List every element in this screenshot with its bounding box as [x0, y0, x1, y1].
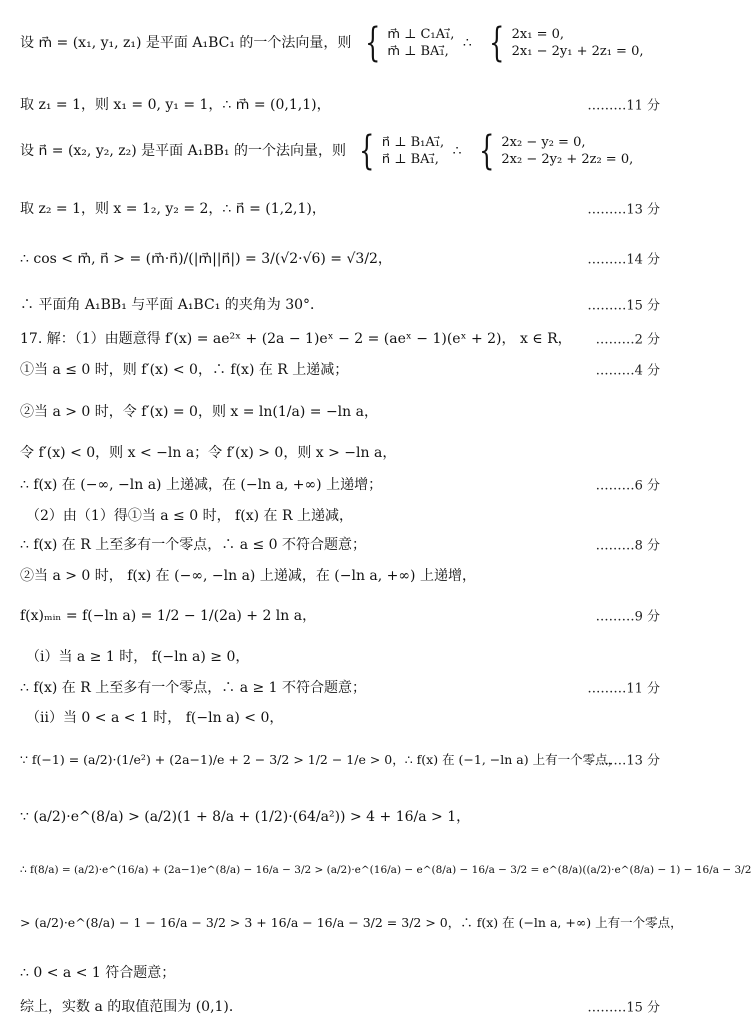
- line-text: > (a/2)·e^(8/a) − 1 − 16/a − 3/2 > 3 + 16/a − 16/a − 3/2 = 3/2 > 0，∴ f(x) 在 (−ln a, +∞) 上有一个零点，: [20, 915, 683, 930]
- line-text: （ⅰ）当 a ≥ 1 时， f(−ln a) ≥ 0，: [26, 649, 250, 665]
- line-text: 综上，实数 a 的取值范围为 (0,1)．: [20, 999, 243, 1015]
- solution-line: [20, 598, 660, 632]
- system-row: 2x₁ = 0,: [511, 27, 565, 42]
- line-text: （2）由（1）得①当 a ≤ 0 时， f(x) 在 R 上递减，: [26, 508, 353, 524]
- line-text: ∴ cos < m⃗, n⃗ > = (m⃗·n⃗)/(|m⃗||n⃗|) = 3/(√2·√6) = √3/2，: [20, 251, 392, 267]
- line-text: ②当 a > 0 时， f(x) 在 (−∞, −ln a) 上递减，在 (−ln a, +∞) 上递增，: [20, 568, 476, 584]
- line-text: ∴ 0 < a < 1 符合题意；: [20, 965, 176, 981]
- solution-line: [20, 994, 660, 1018]
- equation-system: { n⃗ ⊥ B₁A₁⃗, n⃗ ⊥ BA₁⃗,: [359, 128, 445, 174]
- solution-line: [20, 196, 660, 220]
- system-row: n⃗ ⊥ B₁A₁⃗,: [381, 135, 445, 150]
- solution-line: [20, 852, 751, 888]
- line-text: 取 z₁ = 1，则 x₁ = 0, y₁ = 1，∴ m⃗ = (0,1,1)，: [20, 97, 331, 113]
- line-text: ∴ f(x) 在 (−∞, −ln a) 上递减，在 (−ln a, +∞) 上递增；: [20, 477, 383, 493]
- line-text: （ⅱ）当 0 < a < 1 时， f(−ln a) < 0，: [26, 710, 284, 726]
- solution-line: [20, 357, 660, 381]
- solution-line: [20, 240, 660, 276]
- solution-line: [20, 644, 660, 668]
- score-marker: ………14 分: [587, 252, 660, 268]
- score-marker: ………15 分: [587, 298, 660, 314]
- system-row: 2x₂ − y₂ = 0,: [501, 135, 586, 150]
- solution-line: [20, 798, 660, 834]
- line-text: f(x)ₘᵢₙ = f(−ln a) = 1/2 − 1/(2a) + 2 ln a，: [20, 608, 317, 624]
- line-text: 设 n⃗ = (x₂, y₂, z₂) 是平面 A₁BB₁ 的一个法向量，则: [20, 143, 346, 159]
- score-marker: ………4 分: [595, 363, 660, 379]
- system-row: 2x₁ − 2y₁ + 2z₁ = 0,: [511, 44, 644, 59]
- system-row: m⃗ ⊥ C₁A₁⃗,: [387, 27, 455, 42]
- solution-line: [20, 395, 660, 427]
- score-marker: ……13 分: [600, 753, 660, 769]
- solution-line: [20, 675, 660, 699]
- score-marker: ………11 分: [587, 681, 660, 697]
- system-row: n⃗ ⊥ BA₁⃗,: [381, 152, 439, 167]
- solution-line: [20, 741, 660, 777]
- solution-line: [20, 326, 660, 350]
- solution-line: [20, 705, 660, 729]
- solution-line: [20, 904, 683, 940]
- score-marker: ………8 分: [595, 538, 660, 554]
- solution-line: [20, 563, 660, 587]
- solution-line: 设 n⃗ = (x₂, y₂, z₂) 是平面 A₁BB₁ 的一个法向量，则 { n⃗ ⊥ B₁A₁⃗, n⃗ ⊥ BA₁⃗, ∴ { 2x₂ − y₂ = 0, 2x₂ − 2y₂ + 2z₂ = 0,: [20, 128, 634, 174]
- line-text: ∴ f(x) 在 R 上至多有一个零点，∴ a ≤ 0 不符合题意；: [20, 537, 367, 553]
- equation-system: { 2x₂ − y₂ = 0, 2x₂ − 2y₂ + 2z₂ = 0,: [479, 128, 634, 174]
- solution-line: [20, 960, 660, 984]
- line-text: ∵ f(−1) = (a/2)·(1/e²) + (2a−1)/e + 2 − 3/2 > 1/2 − 1/e > 0，∴ f(x) 在 (−1, −ln a) 上有一个零点，: [20, 752, 621, 767]
- score-marker: ………15 分: [587, 1000, 660, 1016]
- line-text: ∴ 平面角 A₁BB₁ 与平面 A₁BC₁ 的夹角为 30°．: [20, 297, 325, 313]
- score-marker: ………13 分: [587, 202, 660, 218]
- equation-system: { 2x₁ = 0, 2x₁ − 2y₁ + 2z₁ = 0,: [489, 20, 644, 66]
- solution-line: [20, 292, 660, 316]
- solution-line: 设 m⃗ = (x₁, y₁, z₁) 是平面 A₁BC₁ 的一个法向量，则 { m⃗ ⊥ C₁A₁⃗, m⃗ ⊥ BA₁⃗, ∴ { 2x₁ = 0, 2x₁ − 2y₁ + 2z₁ = 0,: [20, 20, 644, 66]
- line-text: 设 m⃗ = (x₁, y₁, z₁) 是平面 A₁BC₁ 的一个法向量，则: [20, 35, 352, 51]
- score-marker: ………9 分: [595, 609, 660, 625]
- solution-line: [20, 532, 660, 556]
- solution-line: [20, 92, 660, 116]
- line-text: ②当 a > 0 时，令 f′(x) = 0，则 x = ln(1/a) = −ln a，: [20, 404, 378, 420]
- score-marker: ………11 分: [587, 98, 660, 114]
- line-text: ①当 a ≤ 0 时，则 f′(x) < 0，∴ f(x) 在 R 上递减；: [20, 362, 349, 378]
- solution-line: [20, 472, 660, 496]
- system-row: 2x₂ − 2y₂ + 2z₂ = 0,: [501, 152, 634, 167]
- system-row: m⃗ ⊥ BA₁⃗,: [387, 44, 449, 59]
- score-marker: ………6 分: [595, 478, 660, 494]
- solution-line: [20, 440, 660, 464]
- line-text: 取 z₂ = 1，则 x = 1₂, y₂ = 2，∴ n⃗ = (1,2,1)，: [20, 201, 326, 217]
- solution-line: [20, 503, 660, 527]
- equation-system: { m⃗ ⊥ C₁A₁⃗, m⃗ ⊥ BA₁⃗,: [364, 20, 455, 66]
- line-text: 令 f′(x) < 0，则 x < −ln a；令 f′(x) > 0，则 x > −ln a，: [20, 445, 397, 461]
- score-marker: ………2 分: [595, 332, 660, 348]
- line-text: ∴ f(x) 在 R 上至多有一个零点，∴ a ≥ 1 不符合题意；: [20, 680, 367, 696]
- line-text: ∴ f(8/a) = (a/2)·e^(16/a) + (2a−1)e^(8/a) − 16/a − 3/2 > (a/2)·e^(16/a) − e^(8/a) − 16/a − 3/2 = e^(8/a)((a/2)·e^(8/a) − 1) − 16/a − 3/2: [20, 864, 751, 876]
- line-text: ∵ (a/2)·e^(8/a) > (a/2)(1 + 8/a + (1/2)·(64/a²)) > 4 + 16/a > 1，: [20, 809, 471, 825]
- line-text: 17. 解：（1）由题意得 f′(x) = ae²ˣ + (2a − 1)eˣ − 2 = (aeˣ − 1)(eˣ + 2)， x ∈ R，: [20, 331, 572, 347]
